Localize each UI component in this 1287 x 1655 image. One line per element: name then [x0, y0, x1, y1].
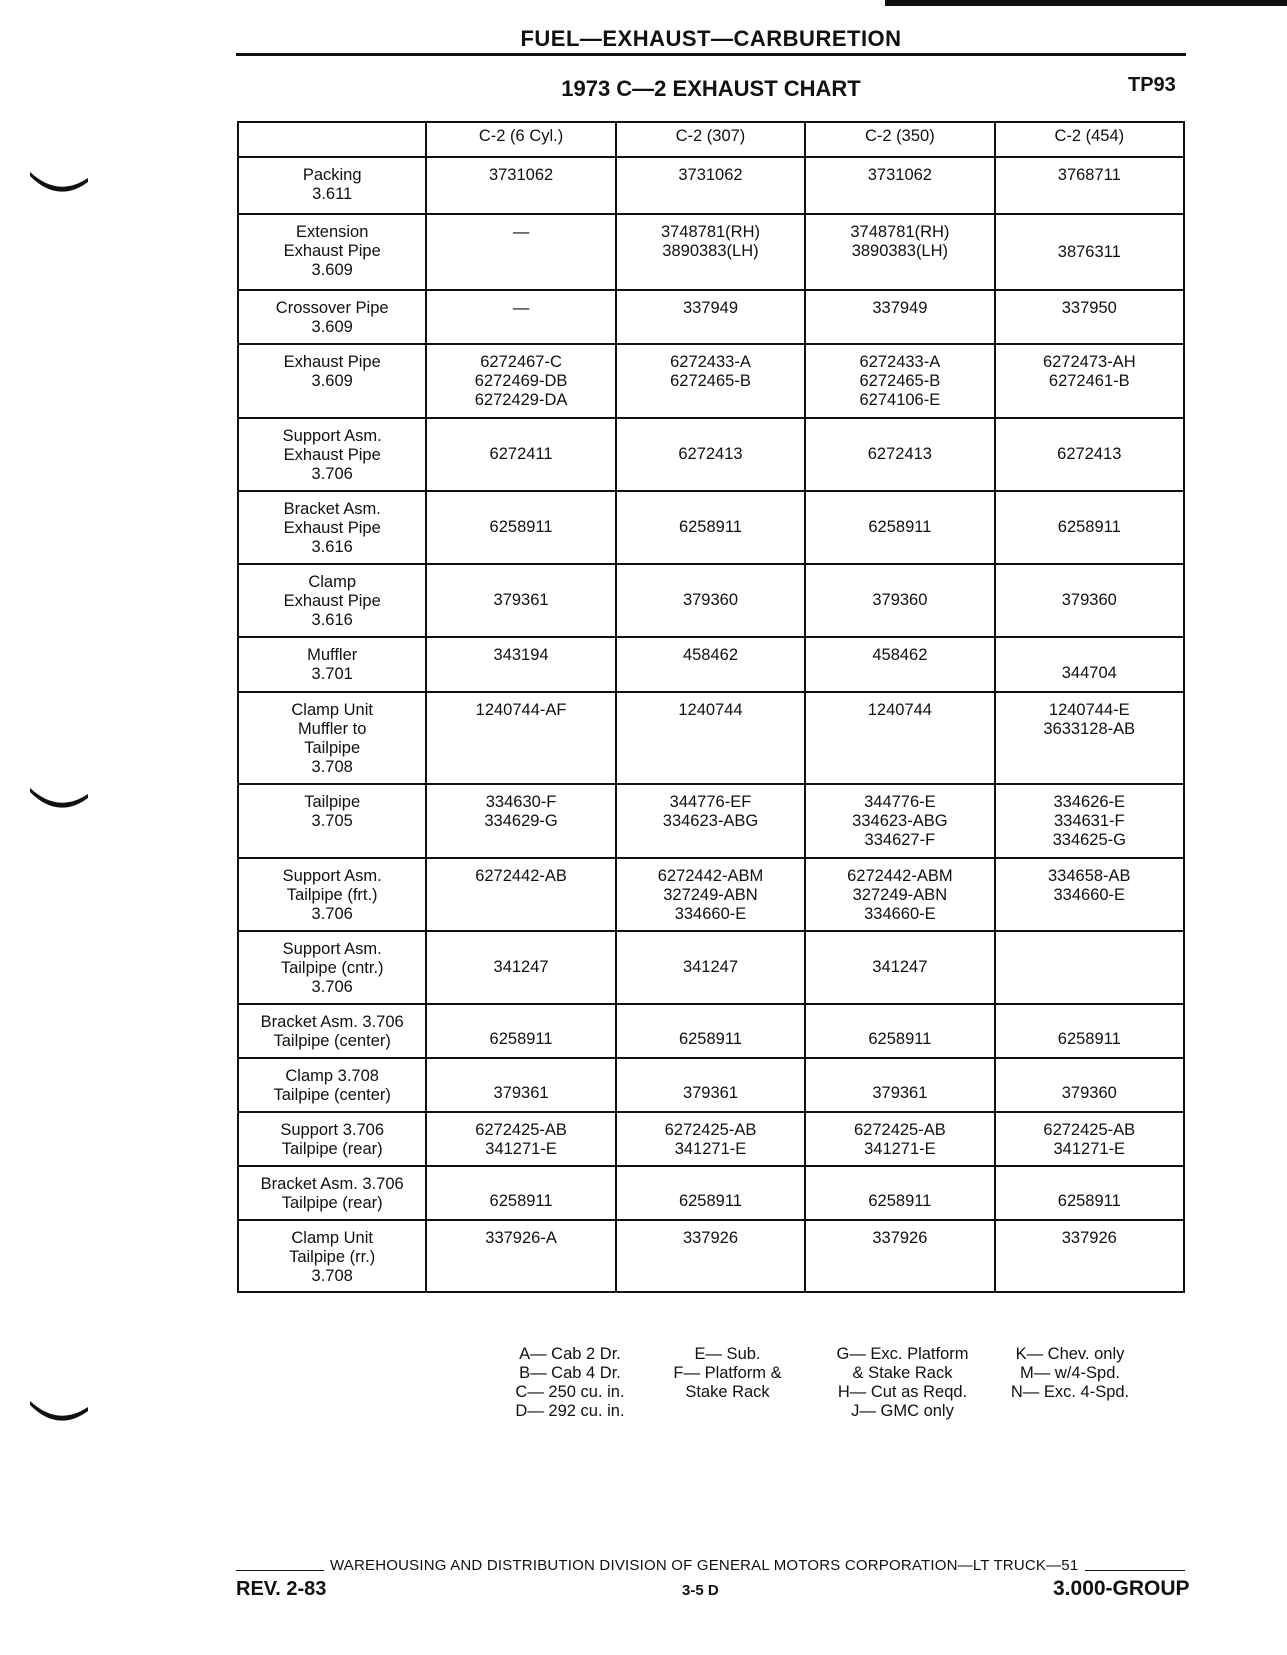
- part-number-cell: 6258911: [805, 1166, 994, 1220]
- part-number-cell: 334630-F 334629-G: [426, 784, 615, 858]
- table-row: [238, 692, 1184, 784]
- row-label: Tailpipe 3.705: [238, 784, 426, 858]
- revision-label: REV. 2-83: [236, 1578, 327, 1600]
- part-number-cell: 6258911: [616, 1166, 805, 1220]
- column-header: C-2 (454): [995, 122, 1184, 157]
- part-number-cell: 3876311: [995, 214, 1184, 290]
- part-number-cell: 6258911: [995, 1166, 1184, 1220]
- part-number-cell: 6272425-AB 341271-E: [995, 1112, 1184, 1166]
- table-row: [238, 637, 1184, 692]
- part-number-cell: 337949: [616, 290, 805, 344]
- part-number-cell: 337926: [616, 1220, 805, 1292]
- part-number-cell: 6272442-ABM 327249-ABN 334660-E: [616, 858, 805, 931]
- part-number-cell: 379360: [995, 1058, 1184, 1112]
- table-row: [238, 858, 1184, 931]
- part-number-cell: 6272433-A 6272465-B 6274106-E: [805, 344, 994, 418]
- binder-hole-mark: [28, 1397, 90, 1423]
- part-number-cell: [995, 931, 1184, 1004]
- part-number-cell: 3731062: [805, 157, 994, 214]
- part-number-cell: 6258911: [426, 491, 615, 564]
- part-number-cell: 379361: [805, 1058, 994, 1112]
- column-header: [238, 122, 426, 157]
- row-label: Muffler 3.701: [238, 637, 426, 692]
- row-label: Support Asm. Tailpipe (frt.) 3.706: [238, 858, 426, 931]
- part-number-cell: 6272473-AH 6272461-B: [995, 344, 1184, 418]
- part-number-cell: —: [426, 290, 615, 344]
- part-number-cell: 1240744-AF: [426, 692, 615, 784]
- part-number-cell: 458462: [616, 637, 805, 692]
- table-row: [238, 491, 1184, 564]
- part-number-cell: 334626-E 334631-F 334625-G: [995, 784, 1184, 858]
- part-number-cell: 1240744: [805, 692, 994, 784]
- part-number-cell: 6258911: [995, 491, 1184, 564]
- part-number-cell: 1240744-E 3633128-AB: [995, 692, 1184, 784]
- part-number-cell: 379360: [995, 564, 1184, 637]
- table-row: [238, 418, 1184, 491]
- part-number-cell: 337950: [995, 290, 1184, 344]
- part-number-cell: 341247: [426, 931, 615, 1004]
- legend-col-2: E— Sub. F— Platform & Stake Rack: [673, 1345, 782, 1401]
- table-row: [238, 1220, 1184, 1292]
- part-number-cell: 6258911: [426, 1166, 615, 1220]
- footer-rule-left: [236, 1570, 324, 1571]
- row-label: Clamp Unit Muffler to Tailpipe 3.708: [238, 692, 426, 784]
- part-number-cell: 379360: [616, 564, 805, 637]
- table-row: [238, 1112, 1184, 1166]
- column-header: C-2 (350): [805, 122, 994, 157]
- table-row: [238, 290, 1184, 344]
- row-label: Clamp Exhaust Pipe 3.616: [238, 564, 426, 637]
- part-number-cell: 6272433-A 6272465-B: [616, 344, 805, 418]
- part-number-cell: 6258911: [616, 1004, 805, 1058]
- part-number-cell: 6272442-AB: [426, 858, 615, 931]
- table-row: [238, 344, 1184, 418]
- page-number: 3-5 D: [682, 1582, 719, 1599]
- row-label: Bracket Asm. 3.706 Tailpipe (rear): [238, 1166, 426, 1220]
- group-number: 3.000-GROUP: [1053, 1577, 1190, 1600]
- footer-division-line: WAREHOUSING AND DISTRIBUTION DIVISION OF GENERAL MOTORS CORPORATION—LT TRUCK—51: [330, 1557, 1079, 1574]
- top-edge-bar: [885, 0, 1287, 6]
- part-number-cell: 6272425-AB 341271-E: [616, 1112, 805, 1166]
- part-number-cell: 6258911: [805, 491, 994, 564]
- part-number-cell: 343194: [426, 637, 615, 692]
- part-number-cell: 6258911: [426, 1004, 615, 1058]
- legend-col-3: G— Exc. Platform & Stake Rack H— Cut as Reqd. J— GMC only: [836, 1345, 969, 1420]
- title-rule: [236, 53, 1186, 56]
- part-number-cell: 379361: [426, 564, 615, 637]
- row-label: Support 3.706 Tailpipe (rear): [238, 1112, 426, 1166]
- part-number-cell: 337926: [805, 1220, 994, 1292]
- table-header-row: [238, 122, 1184, 157]
- part-number-cell: 6272413: [995, 418, 1184, 491]
- part-number-cell: 6258911: [995, 1004, 1184, 1058]
- part-number-cell: 6272413: [616, 418, 805, 491]
- footer-rule-right: [1085, 1570, 1185, 1571]
- page-code: TP93: [1128, 74, 1176, 96]
- part-number-cell: 379360: [805, 564, 994, 637]
- part-number-cell: 3731062: [616, 157, 805, 214]
- table-row: [238, 784, 1184, 858]
- part-number-cell: 341247: [616, 931, 805, 1004]
- part-number-cell: 6258911: [805, 1004, 994, 1058]
- part-number-cell: 334658-AB 334660-E: [995, 858, 1184, 931]
- part-number-cell: 337949: [805, 290, 994, 344]
- table-row: [238, 1004, 1184, 1058]
- part-number-cell: 344776-EF 334623-ABG: [616, 784, 805, 858]
- part-number-cell: 6272442-ABM 327249-ABN 334660-E: [805, 858, 994, 931]
- row-label: Crossover Pipe 3.609: [238, 290, 426, 344]
- table-row: [238, 1058, 1184, 1112]
- section-title: FUEL—EXHAUST—CARBURETION: [520, 26, 902, 51]
- row-label: Support Asm. Exhaust Pipe 3.706: [238, 418, 426, 491]
- part-number-cell: 3748781(RH) 3890383(LH): [616, 214, 805, 290]
- part-number-cell: 344704: [995, 637, 1184, 692]
- part-number-cell: 337926-A: [426, 1220, 615, 1292]
- row-label: Extension Exhaust Pipe 3.609: [238, 214, 426, 290]
- part-number-cell: 458462: [805, 637, 994, 692]
- table-row: [238, 1166, 1184, 1220]
- part-number-cell: 6272411: [426, 418, 615, 491]
- row-label: Clamp Unit Tailpipe (rr.) 3.708: [238, 1220, 426, 1292]
- part-number-cell: 3731062: [426, 157, 615, 214]
- binder-hole-mark: [28, 784, 90, 810]
- chart-title: 1973 C—2 EXHAUST CHART: [561, 76, 861, 101]
- row-label: Support Asm. Tailpipe (cntr.) 3.706: [238, 931, 426, 1004]
- binder-hole-mark: [28, 168, 90, 194]
- part-number-cell: 3748781(RH) 3890383(LH): [805, 214, 994, 290]
- part-number-cell: 379361: [426, 1058, 615, 1112]
- legend-col-1: A— Cab 2 Dr. B— Cab 4 Dr. C— 250 cu. in. D— 292 cu. in.: [515, 1345, 625, 1420]
- table-row: [238, 564, 1184, 637]
- part-number-cell: 3768711: [995, 157, 1184, 214]
- table-row: [238, 214, 1184, 290]
- exhaust-chart-table: [237, 121, 1185, 1293]
- part-number-cell: 379361: [616, 1058, 805, 1112]
- part-number-cell: 1240744: [616, 692, 805, 784]
- column-header: C-2 (307): [616, 122, 805, 157]
- row-label: Packing 3.611: [238, 157, 426, 214]
- part-number-cell: 6272413: [805, 418, 994, 491]
- part-number-cell: 6258911: [616, 491, 805, 564]
- table-row: [238, 931, 1184, 1004]
- part-number-cell: 337926: [995, 1220, 1184, 1292]
- row-label: Exhaust Pipe 3.609: [238, 344, 426, 418]
- table-row: [238, 157, 1184, 214]
- part-number-cell: 6272425-AB 341271-E: [426, 1112, 615, 1166]
- part-number-cell: 344776-E 334623-ABG 334627-F: [805, 784, 994, 858]
- part-number-cell: 6272425-AB 341271-E: [805, 1112, 994, 1166]
- column-header: C-2 (6 Cyl.): [426, 122, 615, 157]
- legend-col-4: K— Chev. only M— w/4-Spd. N— Exc. 4-Spd.: [1010, 1345, 1130, 1401]
- part-number-cell: —: [426, 214, 615, 290]
- row-label: Clamp 3.708 Tailpipe (center): [238, 1058, 426, 1112]
- part-number-cell: 6272467-C 6272469-DB 6272429-DA: [426, 344, 615, 418]
- part-number-cell: 341247: [805, 931, 994, 1004]
- row-label: Bracket Asm. Exhaust Pipe 3.616: [238, 491, 426, 564]
- row-label: Bracket Asm. 3.706 Tailpipe (center): [238, 1004, 426, 1058]
